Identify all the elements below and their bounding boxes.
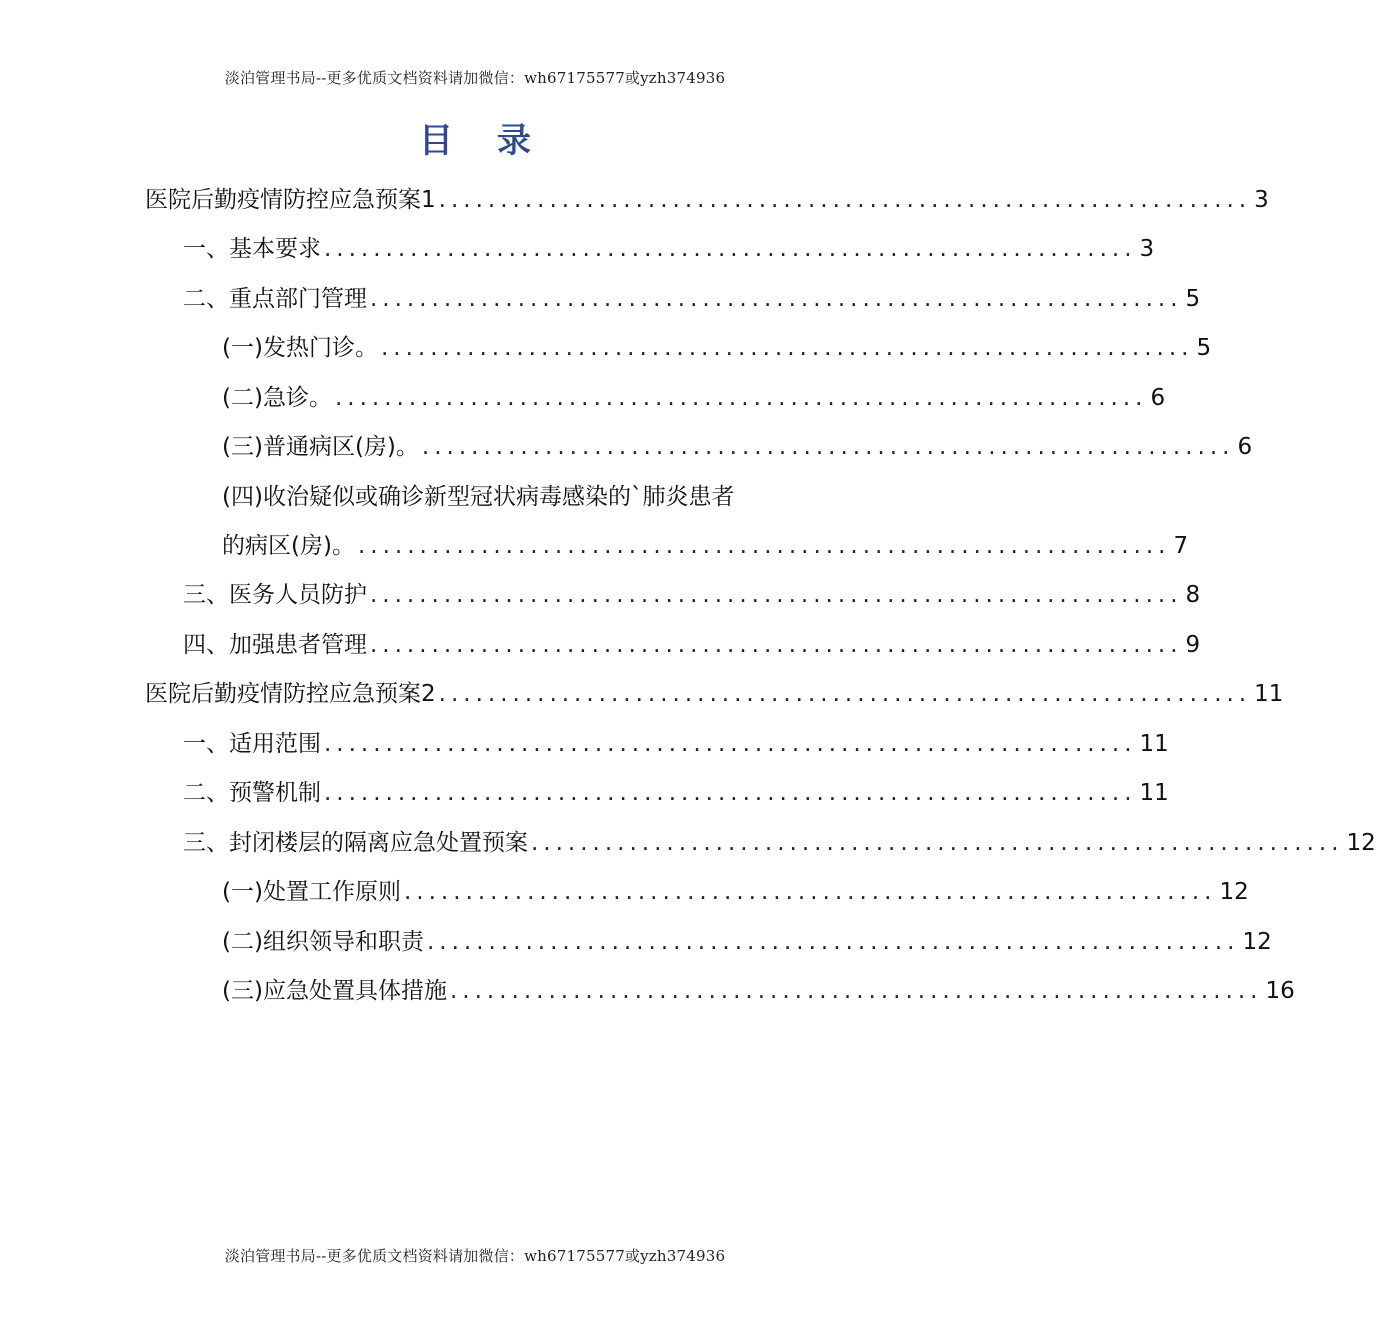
toc-entry-label: 医院后勤疫情防控应急预案2 — [145, 681, 436, 707]
toc-leader-dots: .................................................................. — [438, 681, 1252, 707]
toc-entry-page: 12 — [1346, 830, 1376, 856]
toc-entry-page: 11 — [1139, 731, 1169, 757]
toc-leader-dots: .................................................................. — [324, 236, 1137, 262]
toc-leader-dots: .................................................................. — [370, 632, 1183, 658]
toc-entry-label: (二)组织领导和职责 — [222, 929, 424, 955]
page-header: 淡泊管理书局--更多优质文档资料请加微信：wh67175577或yzh374936 — [224, 69, 726, 87]
toc-entry-label: 一、适用范围 — [183, 731, 321, 757]
page-footer: 淡泊管理书局--更多优质文档资料请加微信：wh67175577或yzh374936 — [224, 1247, 726, 1265]
toc-entry-wrapped-first-line[interactable]: (四)收治疑似或确诊新型冠状病毒感染的`肺炎患者 — [222, 484, 735, 510]
toc-entry-label: 三、封闭楼层的隔离应急处置预案 — [183, 830, 528, 856]
toc-entry-page: 5 — [1196, 335, 1212, 361]
toc-entry-page: 5 — [1185, 286, 1201, 312]
toc-leader-dots: .................................................................. — [426, 929, 1240, 955]
toc-entry-page: 12 — [1219, 879, 1249, 905]
toc-entry-label: (三)应急处置具体措施 — [222, 978, 447, 1004]
toc-entry[interactable] — [222, 971, 1295, 1011]
toc-entry-page: 12 — [1242, 929, 1272, 955]
toc-leader-dots: .................................................................. — [324, 731, 1137, 757]
page-title: 目录 — [419, 121, 575, 161]
toc-entry[interactable] — [222, 922, 1272, 962]
toc-entry[interactable] — [183, 625, 1201, 665]
toc-entry[interactable] — [145, 180, 1269, 220]
toc-entry-label: 二、重点部门管理 — [183, 286, 367, 312]
toc-entry[interactable] — [183, 229, 1155, 269]
toc-entry-label: (三)普通病区(房)。 — [222, 434, 419, 460]
toc-entry-label: 医院后勤疫情防控应急预案1 — [145, 187, 436, 213]
toc-entry-page: 6 — [1237, 434, 1253, 460]
toc-entry-page: 8 — [1185, 582, 1201, 608]
toc-entry-label: (一)处置工作原则 — [222, 879, 401, 905]
toc-entry-page: 9 — [1185, 632, 1201, 658]
toc-entry-page: 11 — [1254, 681, 1284, 707]
toc-leader-dots: .................................................................. — [357, 533, 1171, 559]
toc-entry-page: 7 — [1173, 533, 1189, 559]
toc-leader-dots: .................................................................. — [380, 335, 1194, 361]
toc-entry[interactable] — [183, 724, 1169, 764]
toc-entry-label: 四、加强患者管理 — [183, 632, 367, 658]
toc-entry[interactable] — [222, 378, 1166, 418]
toc-leader-dots: .................................................................. — [449, 978, 1263, 1004]
toc-entry[interactable] — [183, 575, 1201, 615]
toc-entry-page: 11 — [1139, 780, 1169, 806]
toc-entry-label: 一、基本要求 — [183, 236, 321, 262]
toc-entry-label: (一)发热门诊。 — [222, 335, 378, 361]
toc-entry[interactable] — [183, 823, 1376, 863]
toc-entry[interactable] — [222, 328, 1212, 368]
toc-leader-dots: .................................................................. — [531, 830, 1344, 856]
toc-entry-label: 三、医务人员防护 — [183, 582, 367, 608]
toc-entry[interactable] — [222, 427, 1253, 467]
toc-entry-label: (二)急诊。 — [222, 385, 332, 411]
toc-entry-label: 的病区(房)。 — [222, 533, 355, 559]
toc-entry[interactable] — [183, 773, 1169, 813]
toc-entry-page: 16 — [1265, 978, 1295, 1004]
toc-entry[interactable] — [222, 526, 1189, 566]
toc-entry[interactable] — [222, 872, 1249, 912]
toc-leader-dots: .................................................................. — [370, 286, 1183, 312]
toc-leader-dots: .................................................................. — [324, 780, 1137, 806]
toc-entry-page: 6 — [1150, 385, 1166, 411]
toc-leader-dots: .................................................................. — [334, 385, 1148, 411]
toc-leader-dots: .................................................................. — [370, 582, 1183, 608]
toc-leader-dots: .................................................................. — [421, 434, 1235, 460]
toc-entry-label: 二、预警机制 — [183, 780, 321, 806]
toc-entry-page: 3 — [1139, 236, 1155, 262]
toc-leader-dots: .................................................................. — [403, 879, 1217, 905]
toc-entry-page: 3 — [1254, 187, 1269, 213]
toc-leader-dots: .................................................................. — [438, 187, 1252, 213]
toc-entry[interactable] — [145, 674, 1284, 714]
toc-entry[interactable] — [183, 279, 1201, 319]
